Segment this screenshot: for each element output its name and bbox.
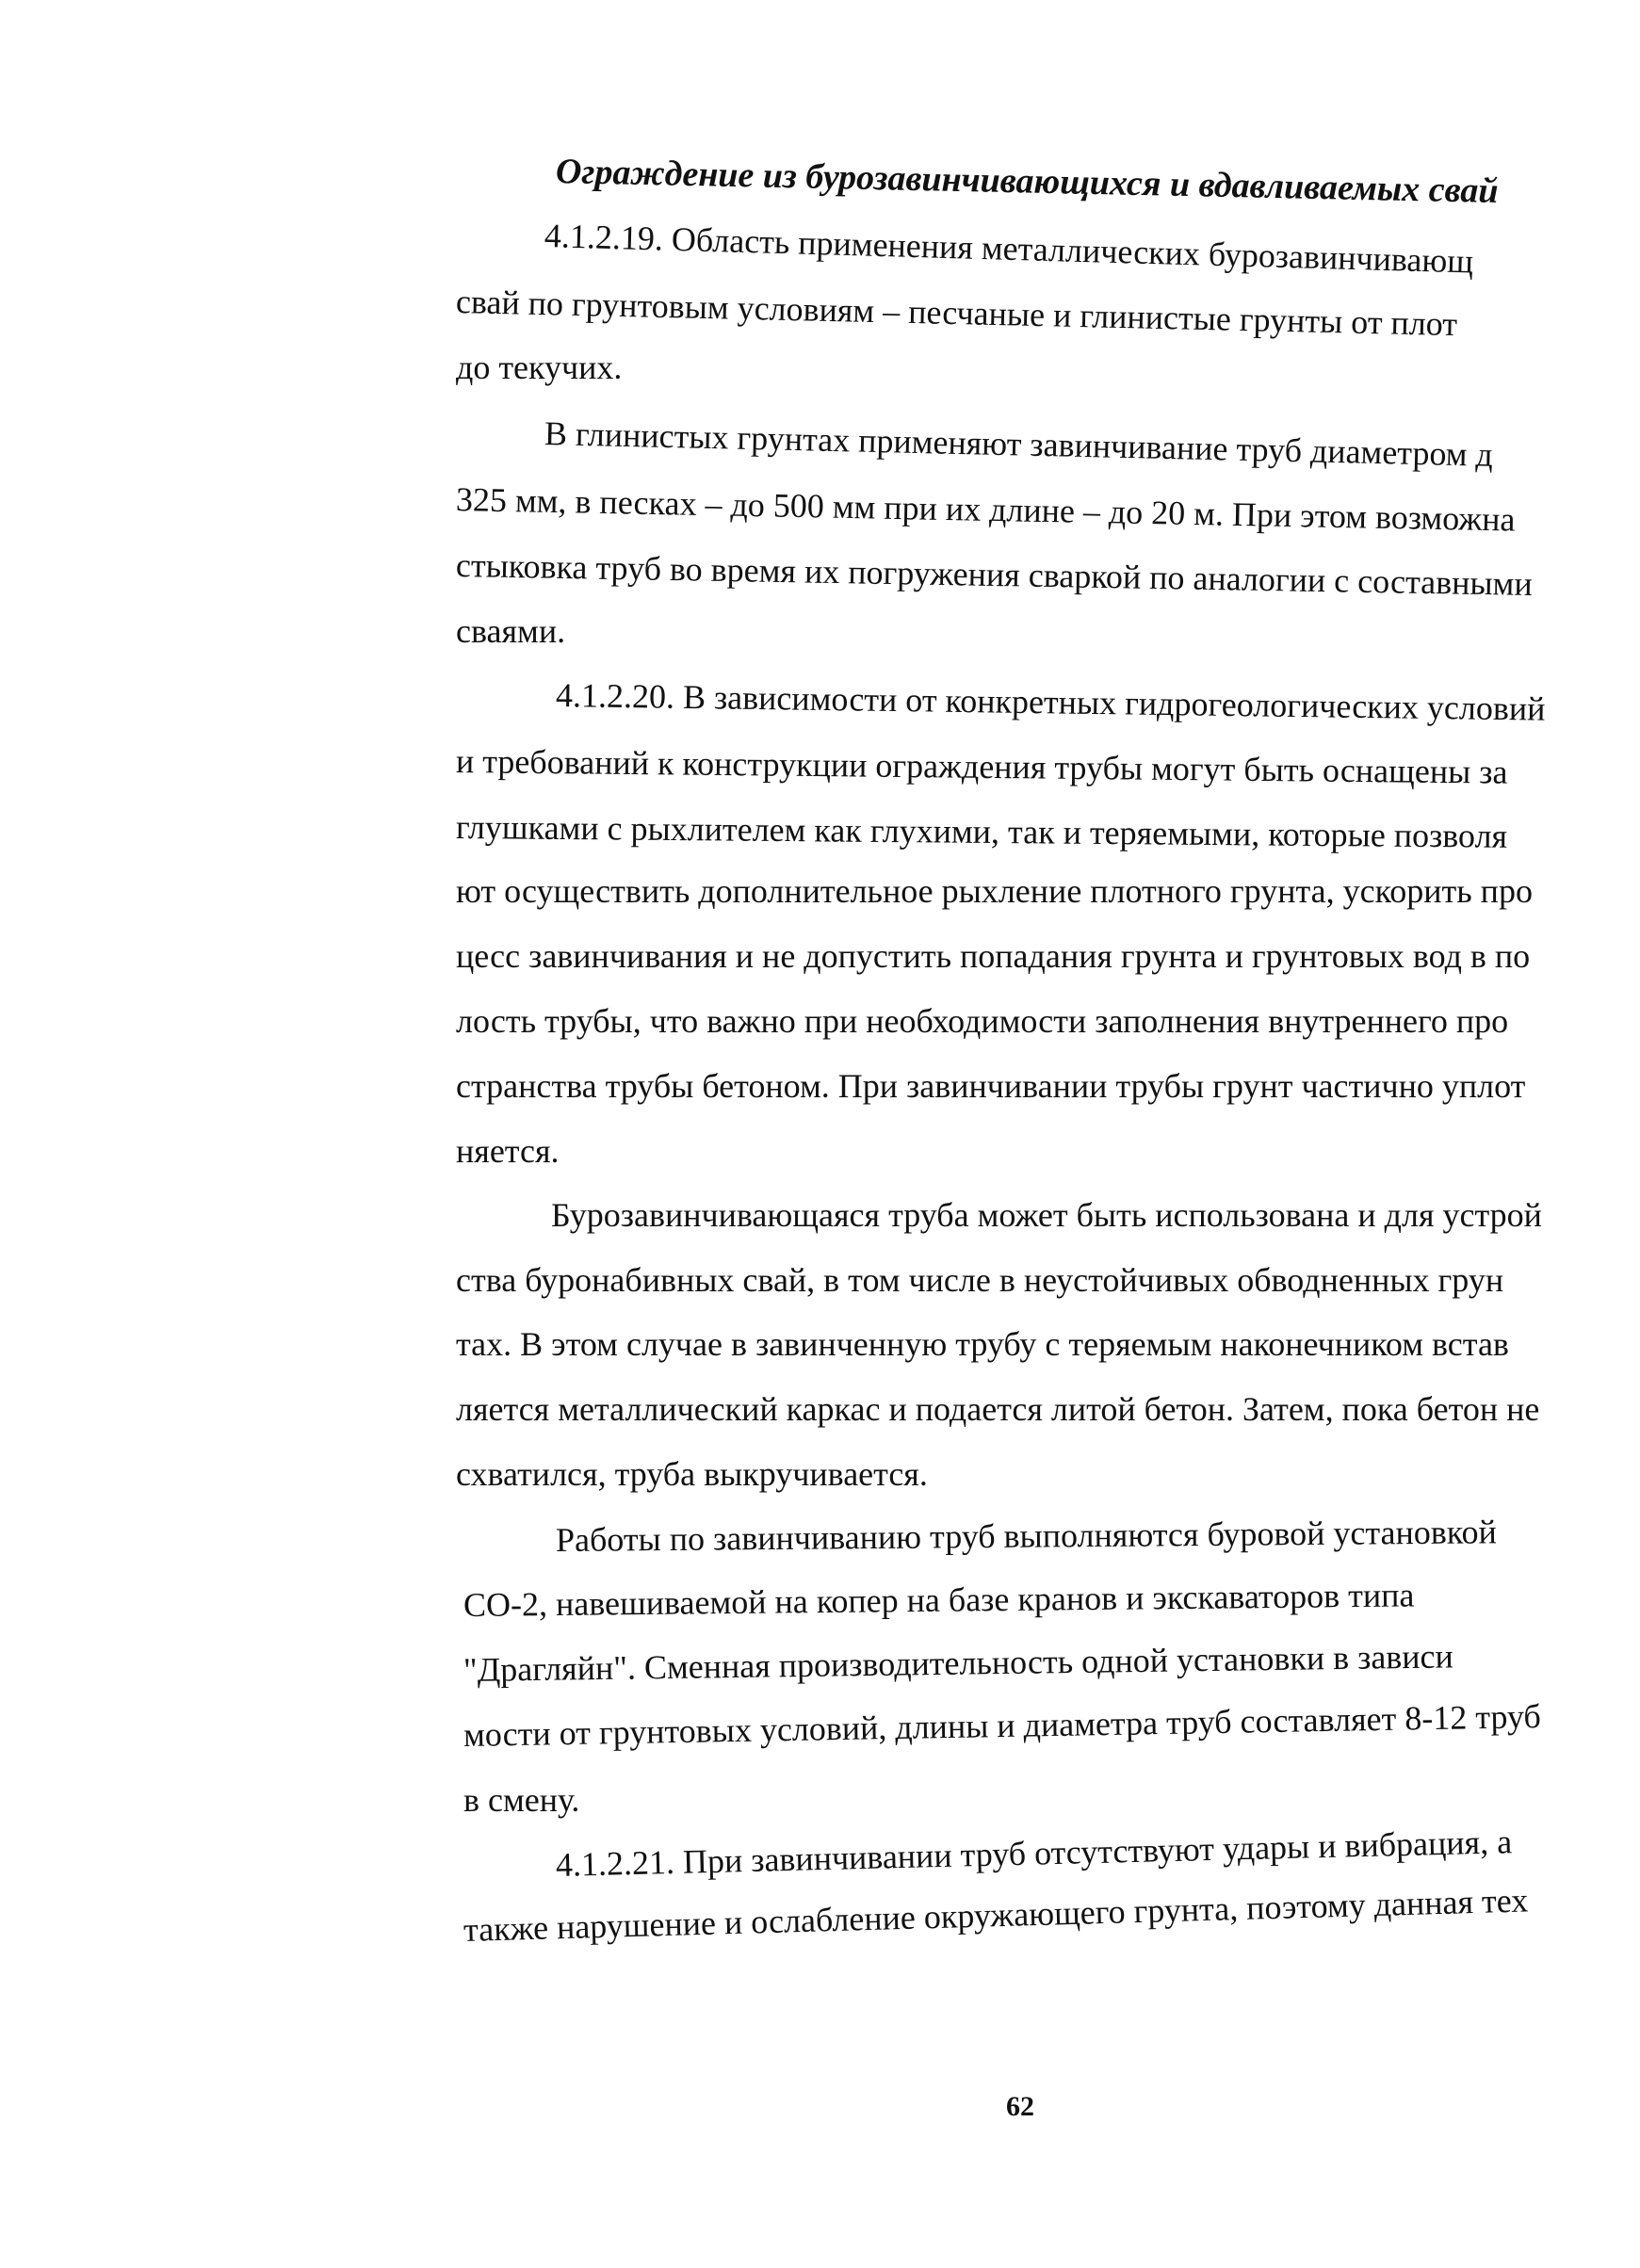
text-line: и требований к конструкции ограждения трубы могут быть оснащены за (455, 742, 1508, 791)
text-line: ют осуществить дополнительное рыхление плотного грунта, ускорить про (456, 872, 1533, 910)
text-line: цесс завинчивания и не допустить попадания грунта и грунтовых вод в по (456, 937, 1531, 975)
section-heading: Ограждение из бурозавинчивающихся и вдавливаемых свай (555, 152, 1499, 211)
text-line: тах. В этом случае в завинченную трубу с теряемым наконечником встав (456, 1325, 1509, 1363)
text-line: ляется металлический каркас и подается литой бетон. Затем, пока бетон не (456, 1390, 1540, 1428)
text-line: глушками с рыхлителем как глухими, так и теряемыми, которые позволя (455, 808, 1508, 855)
text-line: также нарушение и ослабление окружающего грунта, поэтому данная тех (463, 1881, 1529, 1949)
text-line: Работы по завинчиванию труб выполняются буровой установкой (555, 1513, 1497, 1559)
text-line: сваями. (456, 612, 566, 650)
text-line: ства буронабивных свай, в том числе в неустойчивых обводненных грун (456, 1261, 1504, 1299)
text-line: 4.1.2.20. В зависимости от конкретных гидрогеологических условий (555, 676, 1546, 728)
text-line: в смену. (463, 1781, 580, 1819)
text-line: 4.1.2.21. При завинчивании труб отсутствуют удары и вибрация, а (555, 1822, 1513, 1884)
text-line: СО-2, навешиваемой на копер на базе кранов и экскаваторов типа (463, 1576, 1415, 1624)
text-line: няется. (456, 1132, 560, 1170)
text-line: Бурозавинчивающаяся труба может быть использована и для устрой (551, 1196, 1542, 1234)
text-line: 325 мм, в песках – до 500 мм при их длине – до 20 м. При этом возможна (455, 480, 1516, 539)
text-line: В глинистых грунтах применяют завинчивание труб диаметром д (544, 414, 1494, 474)
text-line: "Драгляйн". Сменная производительность одной установки в зависи (463, 1637, 1454, 1689)
text-line: лость трубы, что важно при необходимости заполнения внутреннего про (456, 1002, 1509, 1040)
text-line: свай по грунтовым условиям – песчаные и глинистые грунты от плот (455, 283, 1458, 344)
text-line: странства трубы бетоном. При завинчивании трубы грунт частично уплот (456, 1067, 1526, 1105)
text-line: 4.1.2.19. Область применения металлических бурозавинчивающ (544, 217, 1474, 281)
text-line: стыковка труб во время их погружения сваркой по аналогии с составными (455, 546, 1534, 603)
text-line: до текучих. (456, 348, 623, 386)
page-number: 62 (1006, 2091, 1034, 2122)
text-line: схватился, труба выкручивается. (456, 1455, 928, 1493)
text-line: мости от грунтовых условий, длины и диаметра труб составляет 8-12 труб (463, 1697, 1542, 1754)
